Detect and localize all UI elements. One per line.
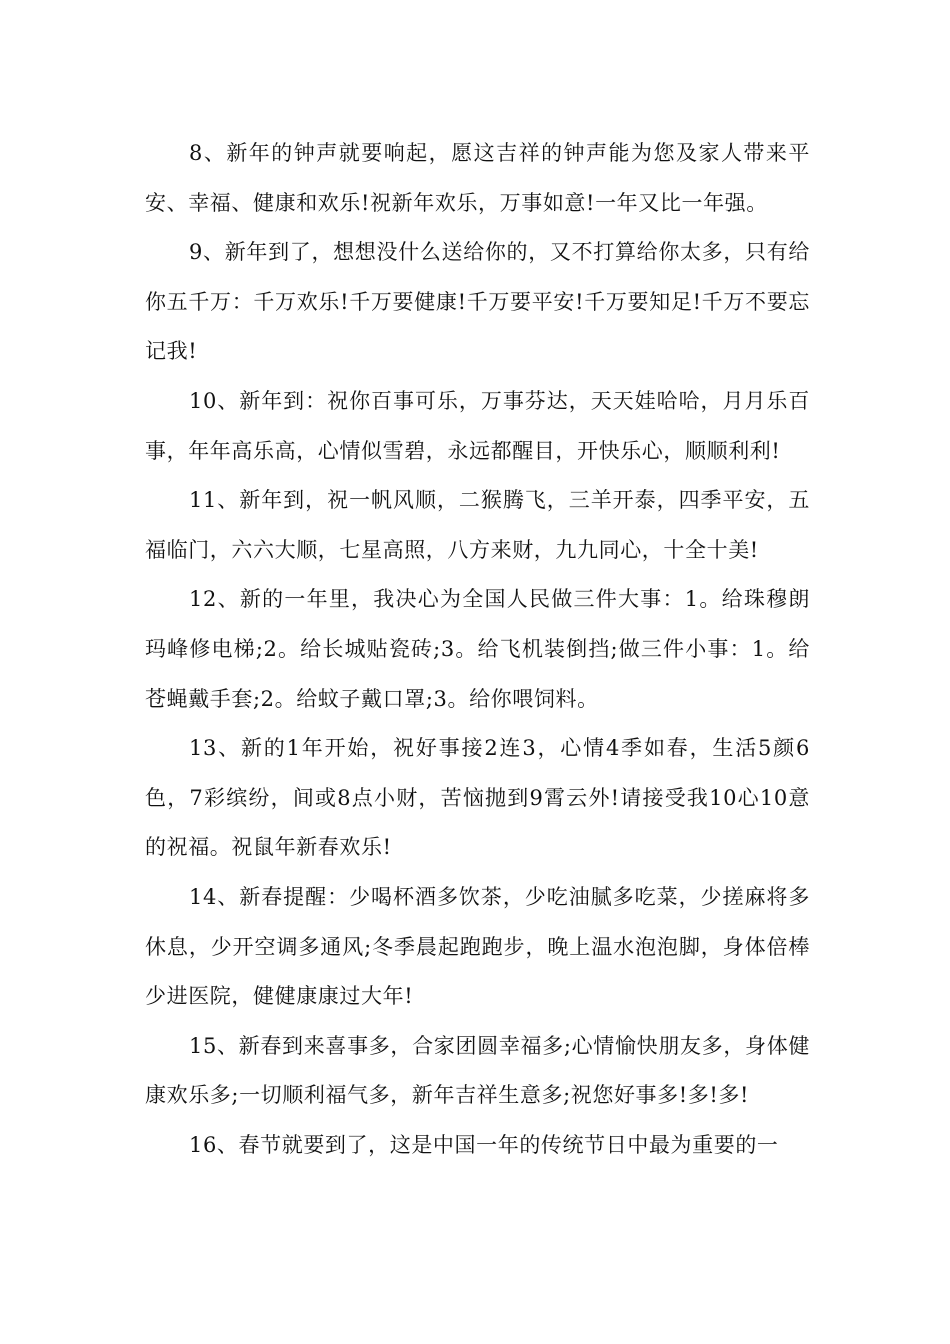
paragraph-8: 8、新年的钟声就要响起，愿这吉祥的钟声能为您及家人带来平安、幸福、健康和欢乐!祝新年欢乐，万事如意!一年又比一年强。 — [145, 141, 810, 215]
document-body — [145, 129, 810, 1170]
paragraph-13: 13、新的1年开始，祝好事接2连3，心情4季如春，生活5颜6色，7彩缤纷，间或8点小财，苦恼抛到9霄云外!请接受我10心10意的祝福。祝鼠年新春欢乐! — [145, 736, 810, 860]
paragraph-14: 14、新春提醒：少喝杯酒多饮茶，少吃油腻多吃菜，少搓麻将多休息，少开空调多通风;冬季晨起跑跑步，晚上温水泡泡脚，身体倍棒少进医院，健健康康过大年! — [145, 884, 810, 1009]
paragraph-15: 15、新春到来喜事多，合家团圆幸福多;心情愉快朋友多，身体健康欢乐多;一切顺利福气多，新年吉祥生意多;祝您好事多!多!多! — [145, 1033, 810, 1108]
paragraph-9: 9、新年到了，想想没什么送给你的，又不打算给你太多，只有给你五千万：千万欢乐!千万要健康!千万要平安!千万要知足!千万不要忘记我! — [145, 240, 810, 364]
paragraph-12: 12、新的一年里，我决心为全国人民做三件大事：1。给珠穆朗玛峰修电梯;2。给长城贴瓷砖;3。给飞机装倒挡;做三件小事：1。给苍蝇戴手套;2。给蚊子戴口罩;3。给你喂饲料。 — [145, 587, 810, 711]
paragraph-10: 10、新年到：祝你百事可乐，万事芬达，天天娃哈哈，月月乐百事，年年高乐高，心情似雪碧，永远都醒目，开快乐心，顺顺利利! — [145, 388, 810, 463]
paragraph-16: 16、春节就要到了，这是中国一年的传统节日中最为重要的一 — [189, 1132, 779, 1157]
paragraph-11: 11、新年到，祝一帆风顺，二猴腾飞，三羊开泰，四季平安，五福临门，六六大顺，七星高照，八方来财，九九同心，十全十美! — [145, 488, 810, 562]
